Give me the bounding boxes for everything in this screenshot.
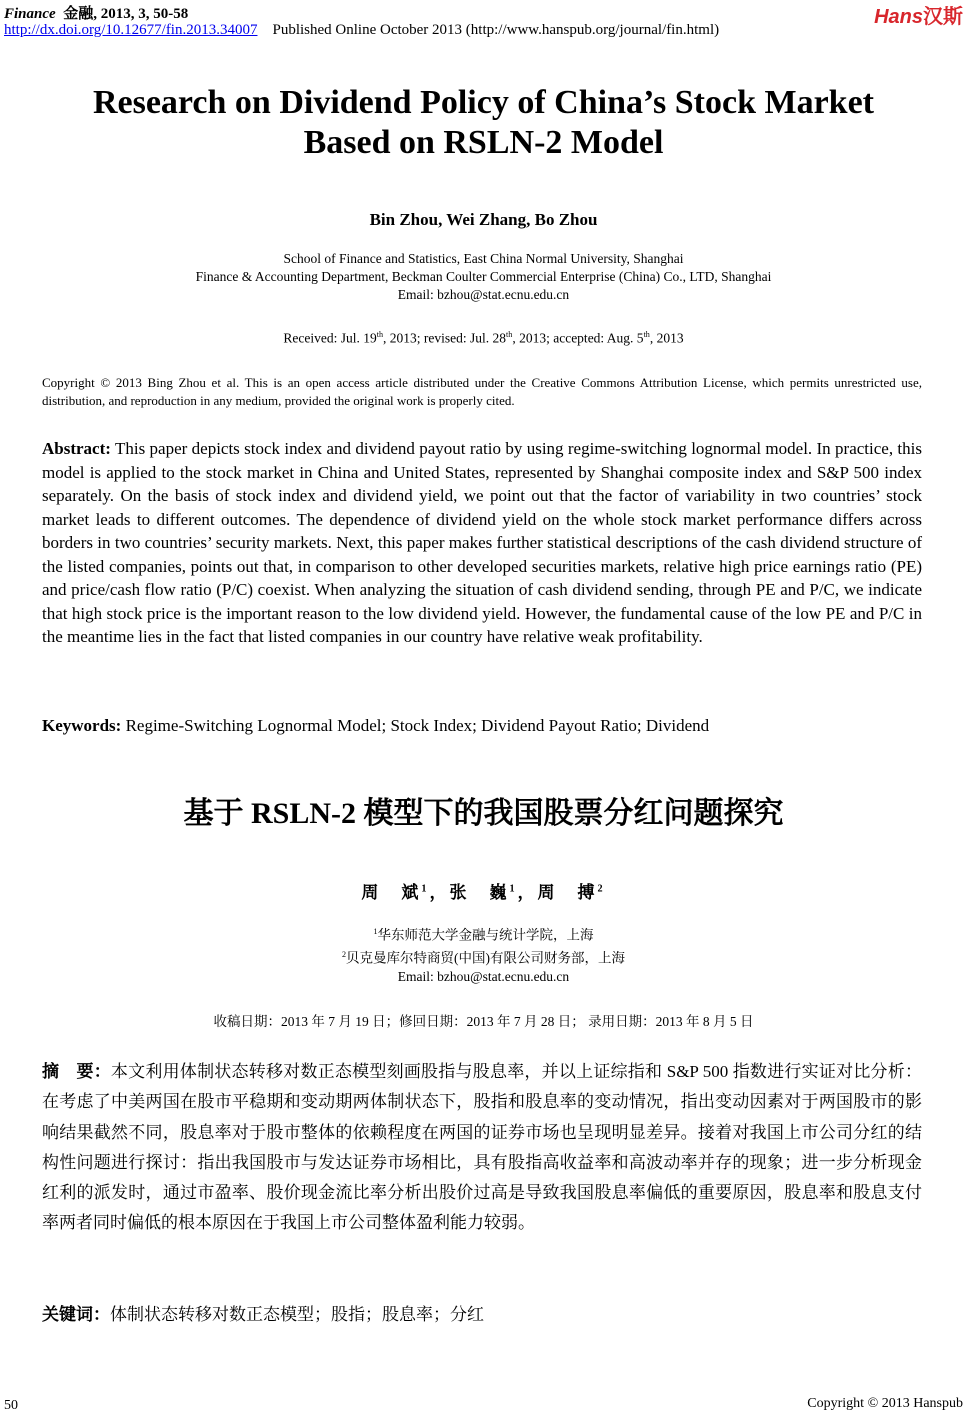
separator: ， [429, 883, 450, 902]
author: 周 搏 [537, 883, 598, 902]
authors: Bin Zhou, Wei Zhang, Bo Zhou [369, 210, 598, 229]
author: 周 斌 [361, 883, 422, 902]
year: , 2013 [649, 330, 684, 346]
sup: 1 [373, 927, 378, 936]
sup: th [506, 330, 513, 339]
chinese-abstract [42, 1057, 922, 1239]
paper-title [0, 83, 967, 163]
doi-link[interactable]: http://dx.doi.org/10.12677/fin.2013.34007 [4, 22, 258, 38]
accepted: , 2013; accepted: Aug. 5 [512, 330, 644, 346]
abstract [42, 437, 922, 649]
abstract-text: This paper depicts stock index and dividend payout ratio by using regime-switching lognormal model. In practice, this model is applied to the stock market in China and United States, represented by Shanghai composite index and S&P 500 index separately. On the basis of stock index and dividend yield, we point out that the factor of variability in two countries’ stock market leads to different outcomes. The dependence of dividend yield on the whole stock market performance differs across borders in two countries’ security markets. Next, this paper makes further statistical descriptions of the cash dividend structure of the listed companies, points out that, in comparison to other developed securities markets, relative high price earnings ratio (PE) and price/cash flow ratio (P/C) coexist. When analyzing the situation of cash dividend sending, through PE and P/C, we indicate that high stock price is the important reason to the low dividend yield. However, the fundamental cause of the low PE and P/C in the meantime lies in the fact that listed companies in our country have relative weak profitability. [42, 439, 922, 646]
hanspub-logo: Hans汉斯 [874, 6, 963, 28]
journal-name: Finance [4, 6, 56, 22]
separator: ， [517, 883, 538, 902]
cn-abstract-label: 摘 要： [42, 1062, 111, 1081]
cn-keywords-label: 关键词： [42, 1305, 110, 1324]
journal-citation [4, 2, 188, 23]
sup: 2 [341, 949, 347, 959]
abstract-label: Abstract: [42, 439, 111, 458]
title-line-1: Research on Dividend Policy of China’s Stock Market [92, 84, 875, 121]
citation: , 2013, 3, 50-58 [93, 6, 189, 22]
published-info: Published Online October 2013 (http://www.hanspub.org/journal/fin.html) [272, 22, 720, 38]
sup: 1 [509, 883, 518, 895]
publication-line [4, 22, 719, 39]
affiliations [0, 250, 967, 304]
keywords-label: Keywords: [42, 716, 122, 735]
author: 张 巍 [449, 883, 510, 902]
affiliation-2: Finance & Accounting Department, Beckman Coulter Commercial Enterprise (China) Co., LTD, Shanghai [195, 269, 772, 284]
title-line-2: Based on RSLN-2 Model [303, 124, 664, 161]
received-dates [0, 330, 967, 347]
received: Received: Jul. 19 [283, 330, 377, 346]
keywords-text: Regime-Switching Lognormal Model; Stock Index; Dividend Payout Ratio; Dividend [125, 716, 710, 735]
affiliation-1: School of Finance and Statistics, East China Normal University, Shanghai [283, 251, 684, 266]
cn-affiliation-2 [0, 945, 967, 968]
sup: th [643, 330, 650, 339]
chinese-title: 基于 RSLN-2 模型下的我国股票分红问题探究 [183, 797, 784, 830]
text: 贝克曼库尔特商贸(中国)有限公司财务部，上海 [346, 950, 626, 965]
sup: 2 [597, 883, 606, 895]
keywords [42, 716, 709, 736]
cn-email: Email: bzhou@stat.ecnu.edu.cn [397, 969, 570, 984]
cn-keywords-text: 体制状态转移对数正态模型；股指；股息率；分红 [110, 1305, 484, 1324]
footer-copyright: Copyright © 2013 Hanspub [807, 1396, 963, 1411]
chinese-affiliations [0, 922, 967, 986]
chinese-received-dates: 收稿日期：2013 年 7 月 19 日；修回日期：2013 年 7 月 28 日； 录用日期：2013 年 8 月 5 日 [213, 1014, 754, 1029]
chinese-keywords [42, 1300, 484, 1325]
page-number: 50 [4, 1398, 18, 1413]
journal-name-cn: 金融 [63, 6, 94, 22]
email: Email: bzhou@stat.ecnu.edu.cn [397, 287, 570, 302]
sup: th [376, 330, 384, 339]
text: 华东师范大学金融与统计学院，上海 [377, 927, 594, 943]
sup: 1 [421, 883, 430, 895]
cn-affiliation-1 [0, 922, 967, 945]
chinese-authors [0, 878, 967, 903]
cn-abstract-text: 本文利用体制状态转移对数正态模型刻画股指与股息率，并以上证综指和 S&P 500 指数进行实证对比分析：在考虑了中美两国在股市平稳期和变动期两体制状态下，股指和股息率的变动情况，指出变动因素对于两国股市的影响结果截然不同，股息率对于股市整体的依赖程度在两国的证券市场也呈现明显差异。接着对我国上市公司分红的结构性问题进行探讨：指出我国股市与发达证券市场相比，具有股指高收益率和高波动率并存的现象；进一步分析现金红利的派发时，通过市盈率、股价现金流比率分析出股价过高是导致我国股息率偏低的重要原因，股息率和股息支付率两者同时偏低的根本原因在于我国上市公司整体盈利能力较弱。 [42, 1062, 923, 1233]
copyright-notice: Copyright © 2013 Bing Zhou et al. This is an open access article distributed under the Creative Commons Attribution License, which permits unrestricted use, distribution, and reproduction in any medium, provided the original work is properly cited. [42, 375, 922, 408]
revised: , 2013; revised: Jul. 28 [383, 330, 507, 346]
